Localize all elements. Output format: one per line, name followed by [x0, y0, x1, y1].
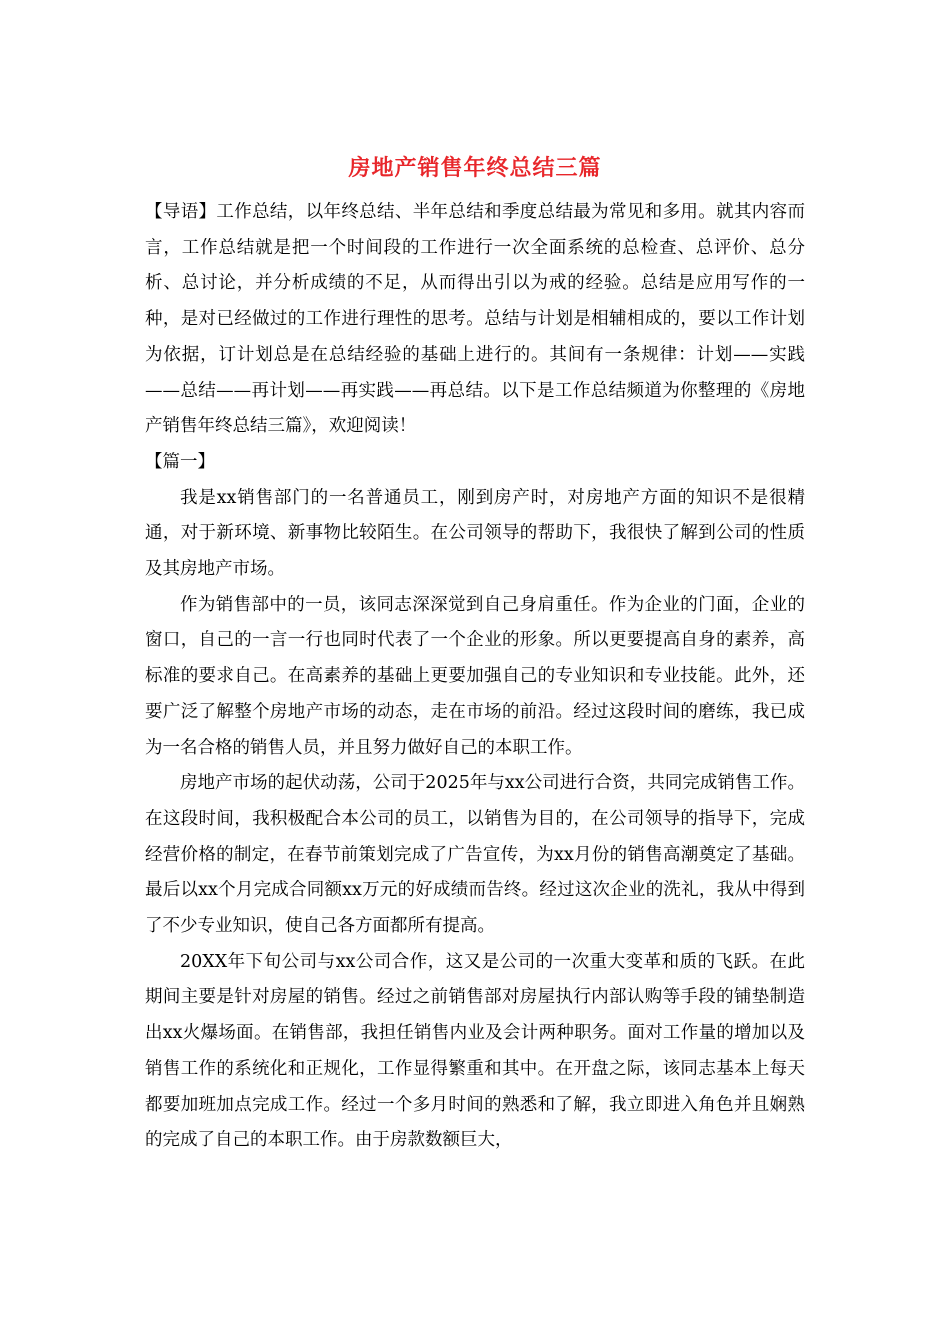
body-paragraph: 我是xx销售部门的一名普通员工，刚到房产时，对房地产方面的知识不是很精通，对于新环境、新事物比较陌生。在公司领导的帮助下，我很快了解到公司的性质及其房地产市场。: [145, 487, 805, 580]
document-title: 房地产销售年终总结三篇: [348, 155, 602, 181]
document-body: [145, 195, 805, 1159]
body-paragraph: 作为销售部中的一员，该同志深深觉到自己身肩重任。作为企业的门面，企业的窗口，自己的一言一行也同时代表了一个企业的形象。所以更要提高自身的素养，高标准的要求自己。在高素养的基础上更要加强自己的专业知识和专业技能。此外，还要广泛了解整个房地产市场的动态，走在市场的前沿。经过这段时间的磨练，我已成为一名合格的销售人员，并且努力做好自己的本职工作。: [145, 594, 805, 758]
body-paragraph: 房地产市场的起伏动荡，公司于2025年与xx公司进行合资，共同完成销售工作。在这段时间，我积极配合本公司的员工，以销售为目的，在公司领导的指导下，完成经营价格的制定，在春节前策划完成了广告宣传，为xx月份的销售高潮奠定了基础。最后以xx个月完成合同额xx万元的好成绩而告终。经过这次企业的洗礼，我从中得到了不少专业知识，使自己各方面都所有提高。: [145, 773, 805, 937]
section-heading: 【篇一】: [145, 451, 215, 472]
body-paragraph: 20XX年下旬公司与xx公司合作，这又是公司的一次重大变革和质的飞跃。在此期间主要是针对房屋的销售。经过之前销售部对房屋执行内部认购等手段的铺垫制造出xx火爆场面。在销售部，我担任销售内业及会计两种职务。面对工作量的增加以及销售工作的系统化和正规化，工作显得繁重和其中。在开盘之际，该同志基本上每天都要加班加点完成工作。经过一个多月时间的熟悉和了解，我立即进入角色并且娴熟的完成了自己的本职工作。由于房款数额巨大，: [145, 951, 805, 1151]
intro-paragraph: 【导语】工作总结，以年终总结、半年总结和季度总结最为常见和多用。就其内容而言，工作总结就是把一个时间段的工作进行一次全面系统的总检查、总评价、总分析、总讨论，并分析成绩的不足，从而得出引以为戒的经验。总结是应用写作的一种，是对已经做过的工作进行理性的思考。总结与计划是相辅相成的，要以工作计划为依据，订计划总是在总结经验的基础上进行的。其间有一条规律：计划——实践——总结——再计划——再实践——再总结。以下是工作总结频道为你整理的《房地产销售年终总结三篇》，欢迎阅读！: [145, 202, 805, 437]
